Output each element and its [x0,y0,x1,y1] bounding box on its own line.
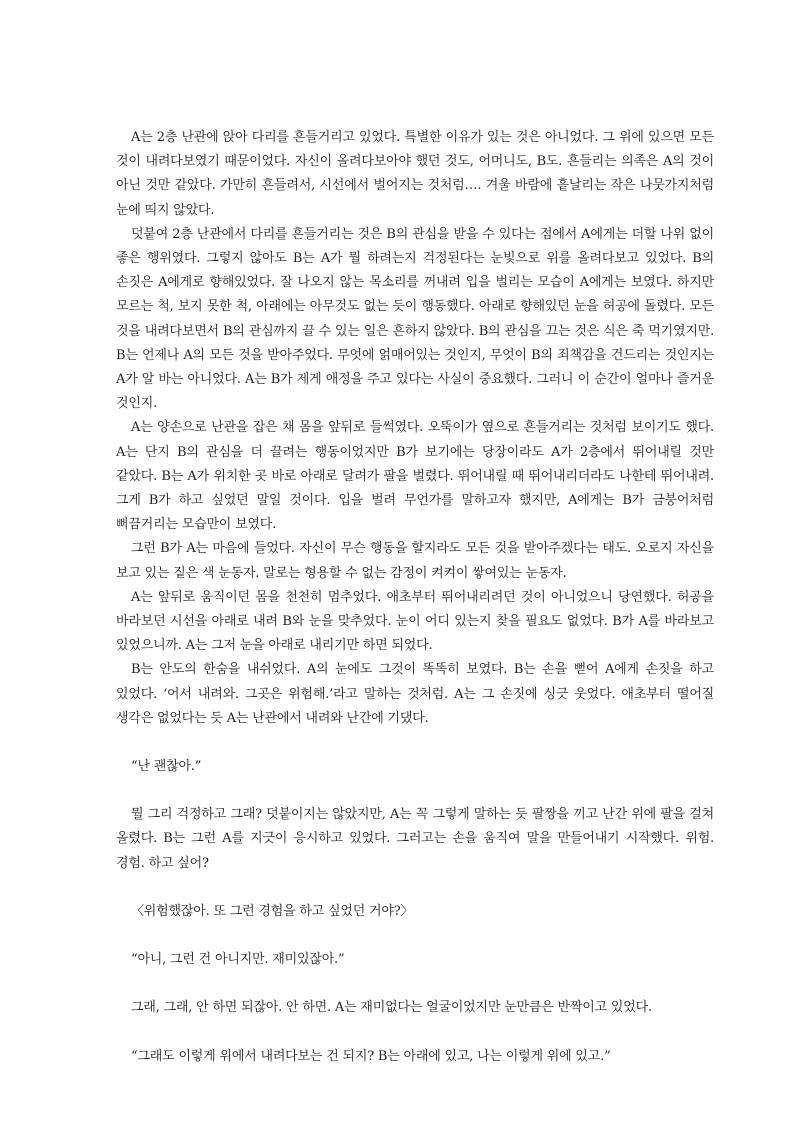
dialogue-line: “난 괜찮아.” [131,759,202,775]
paragraph: A는 양손으로 난관을 잡은 채 몸을 앞뒤로 들썩였다. 오뚝이가 옆으로 흔들거리는 것처럼 보이기도 했다. A는 단지 B의 관심을 더 끌려는 행동이었지만 B가 보기에는 당장이라도 A가 2층에서 뛰어내릴 것만 같았다. B는 A가 위치한 곳 바로 아래로 달려가 팔을 벌렸다. 뛰어내릴 때 뛰어내리더라도 나한테 뛰어내려. 그게 B가 하고 싶었던 말일 것이다. 입을 벌려 무언가를 말하고자 했지만, A에게는 B가 금붕어처럼 뻐끔거리는 모습만이 보였다. [116,420,714,533]
sign-language-line: 〈위험했잖아. 또 그런 경험을 하고 싶었던 거야?〉 [131,903,414,919]
dialogue-line: “그래도 이렇게 위에서 내려다보는 건 되지? B는 아래에 있고, 나는 이렇게 위에 있고.” [131,1048,611,1064]
paragraph: 그런 B가 A는 마음에 들었다. 자신이 무슨 행동을 할지라도 모든 것을 받아주겠다는 태도. 오로지 자신을 보고 있는 짙은 색 눈동자. 말로는 형용할 수 없는 감정이 켜켜이 쌓여있는 눈동자. [116,541,714,581]
paragraph: A는 2층 난관에 앉아 다리를 흔들거리고 있었다. 특별한 이유가 있는 것은 아니었다. 그 위에 있으면 모든 것이 내려다보였기 때문이었다. 자신이 올려다보아야 했던 것도, 어머니도, B도. 흔들리는 의족은 A의 것이 아닌 것만 같았다. 가만히 흔들려서, 시선에서 벌어지는 것처럼…. 겨울 바람에 흩날리는 작은 나뭇가지처럼 눈에 띄지 않았다. [116,130,714,218]
paragraph-spacer [116,924,714,948]
paragraph-spacer [116,731,714,755]
paragraph: 덧붙여 2층 난관에서 다리를 흔들거리는 것은 B의 관심을 받을 수 있다는 점에서 A에게는 더할 나위 없이 좋은 행위였다. 그렇지 않아도 B는 A가 뭘 하려는지 걱정된다는 눈빛으로 위를 올려다보고 있었다. B의 손짓은 A에게로 향해있었다. 잘 나오지 않는 목소리를 꺼내려 입을 벌리는 모습이 A에게는 보였다. 하지만 모르는 척, 보지 못한 척, 아래에는 아무것도 없는 듯이 행동했다. 아래로 향해있던 눈을 허공에 돌렸다. 모든 것을 내려다보면서 B의 관심까지 끌 수 있는 일은 흔하지 않았다. B의 관심을 끄는 것은 식은 죽 먹기였지만. B는 언제나 A의 모든 것을 받아주었다. 무엇에 얽매어있는 것인지, 무엇이 B의 죄책감을 건드리는 것인지는 A가 알 바는 아니었다. A는 B가 제게 애정을 주고 있다는 사실이 중요했다. 그러니 이 순간이 얼마나 즐거운 것인지. [116,226,714,412]
paragraph: A는 앞뒤로 움직이던 몸을 천천히 멈추었다. 애초부터 뛰어내리려던 것이 아니었으니 당연했다. 허공을 바라보던 시선을 아래로 내려 B와 눈을 맞추었다. 눈이 어디 있는지 찾을 필요도 없었다. B가 A를 바라보고 있었으니까. A는 그저 눈을 아래로 내리기만 하면 되었다. [116,589,714,654]
paragraph-spacer [116,972,714,996]
paragraph: 그래, 그래, 안 하면 되잖아. 안 하면. A는 재미없다는 얼굴이었지만 눈만큼은 반짝이고 있었다. [131,1000,652,1016]
paragraph: 뭘 그리 걱정하고 그래? 덧붙이지는 않았지만, A는 꼭 그렇게 말하는 듯 팔짱을 끼고 난간 위에 팔을 걸쳐 올렸다. B는 그런 A를 지긋이 응시하고 있었다. 그러고는 손을 움직여 말을 만들어내기 시작했다. 위험. 경험. 하고 싶어? [116,807,714,871]
dialogue-line: “아니, 그런 건 아니지만. 재미있잖아.” [131,952,345,968]
paragraph-spacer [116,876,714,900]
document-body [116,126,714,1069]
paragraph-spacer [116,1021,714,1045]
paragraph-spacer [116,779,714,803]
paragraph: B는 안도의 한숨을 내쉬었다. A의 눈에도 그것이 똑똑히 보였다. B는 손을 뻗어 A에게 손짓을 하고 있었다. ‘어서 내려와. 그곳은 위험해.’라고 말하는 것처럼. A는 그 손짓에 싱긋 웃었다. 애초부터 떨어질 생각은 없었다는 듯 A는 난관에서 내려와 난간에 기댔다. [116,662,714,726]
